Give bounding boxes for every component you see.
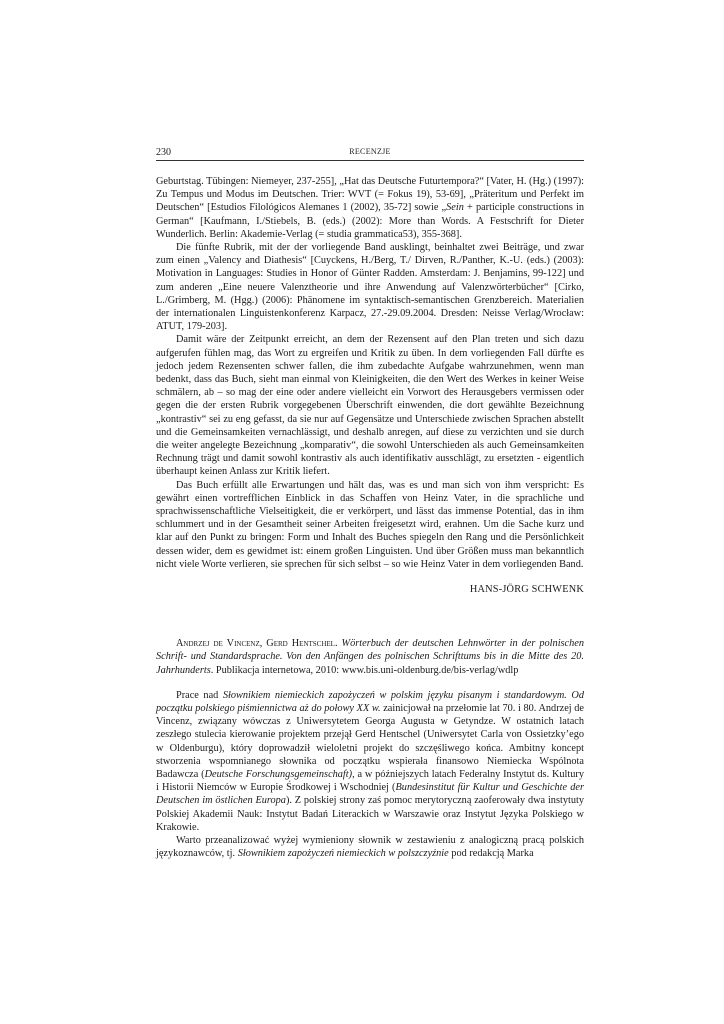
text-run: Geburtstag. Tübingen: Niemeyer, 237-255], „Hat das Deutsche Futurtempora?“ [Vater, H. (Hg.) (1997): Zu Tempus und Modus im Deutschen. Trier: WVT (= Fokus 19), 53-69], „Präteritum und Perfekt im Deutschen“ [Estudios Filológicos Alemanes 1 (2002), 35-72] sowie „: [156, 176, 584, 214]
text-run: ). Z polskiej strony zaś pomoc merytoryczną zaoferowały dwa instytuty Polskiej Akademii Nauk: Instytut Badań Literackich w Warszawie oraz Instytut Języka Polskiego w Krakowie.: [156, 795, 584, 833]
italic-run: Deutsche Forschungsgemeinschaft): [204, 768, 353, 780]
review-2-bibliographic-entry: Andrzej de Vincenz, Gerd Hentschel. Wörterbuch der deutschen Lehnwörter in der polnischen Schrift- und Standardsprache. Von den Anfängen des polnischen Schrifttums bis in die Mitte des 20. Jahrhunderts. Publikacja internetowa, 2010: www.bis.uni-oldenburg.de/bis-verlag/wdlp: [156, 638, 584, 676]
text-run: + participle constructions in German“ [Kaufmann, I./Stiebels, B. (eds.) (2002): More than Words. A Festschrift for Dieter Wunderlich. Berlin: Akademie-Verlag (= studia grammatica53), 355-368].: [156, 202, 584, 240]
text-run: Prace nad: [176, 689, 223, 701]
paragraph: Die fünfte Rubrik, mit der der vorliegende Band ausklingt, beinhaltet zwei Beiträge, und zwar zum einen „Valency and Diathesis“ [Cuyckens, H./Berg, T./ Dirven, R./Panther, K.-U. (eds.) (2003): Motivation in Languages: Studies in Honor of Günter Radden. Amsterdam: J. Benjamins, 99-122] und zum anderen „Eine neuere Valenztheorie und ihre Anwendung auf Valenzwörterbücher“ [Cirko, L./Grimberg, M. (Hgg.) (2006): Phänomene im syntaktisch-semantischen Grenzbereich. Materialien der internationalen Linguistenkonferenz Karpacz, 27.-29.09.2004. Dresden: Neisse Verlag/Wrocław: ATUT, 179-203].: [156, 242, 584, 333]
italic-run: Słownikiem niemieckich zapożyczeń w polskim języku pisanym i standardowym. Od początku polskiego piśmiennictwa aż do połowy XX w.: [156, 689, 584, 714]
paragraph: [156, 834, 584, 860]
page-number: 230: [156, 147, 171, 158]
text-run: Warto przeanalizować wyżej wymieniony słownik w zestawieniu z analogiczną pracą polskich językoznawców, tj.: [156, 834, 584, 860]
paragraph: [156, 689, 584, 834]
book-title: Wörterbuch der deutschen Lehnwörter in der polnischen Schrift- und Standardsprache. Von den Anfängen des polnischen Schrifttums bis in die Mitte des 20. Jahrhunderts: [156, 638, 584, 676]
italic-run: Bundesinstitut für Kultur und Geschichte der Deutschen im östlichen Europa: [156, 782, 584, 807]
reviewer-signature: HANS-JÖRG SCHWENK: [469, 584, 584, 596]
text-run: pod redakcją Marka: [448, 848, 534, 860]
authors: Andrzej de Vincenz, Gerd Hentschel: [176, 638, 335, 650]
page: [156, 147, 584, 860]
review-2-body: [156, 689, 584, 861]
review-1-body: [156, 175, 584, 571]
text-run: , a w późniejszych latach Federalny Instytut ds. Kultury i Historii Niemców w Europie Środkowej i Wschodniej (: [156, 768, 584, 794]
running-header: [156, 147, 584, 161]
paragraph: Das Buch erfüllt alle Erwartungen und hält das, was es und man sich von ihm verspricht: Es gewährt einen vortrefflichen Einblick in das Schaffen von Heinz Vater, in die sprachliche und sprachwissenschaftliche Vielseitigkeit, die er verkörpert, und lässt das immense Potential, das in ihm schlummert und in der Gesamtheit seiner Arbeiten freigesetzt wird, erahnen. Um die Sache kurz und klar auf den Punkt zu bringen: Form und Inhalt des Buches spiegeln den Rang und die Persönlichkeit dessen wider, dem es gewidmet ist: einem großen Linguisten. Und über Größen muss man bekanntlich nicht viele Worte verlieren, sie sprechen für sich selbst – so wie Heinz Vater in dem vorliegenden Band.: [156, 479, 584, 570]
italic-run: Słownikiem zapożyczeń niemieckich w polszczyźnie: [237, 848, 449, 860]
paragraph: Damit wäre der Zeitpunkt erreicht, an dem der Rezensent auf den Plan treten und sich dazu aufgerufen fühlen mag, das Wort zu ergreifen und Kritik zu üben. In dem vorliegenden Fall dürfte es jedoch jedem Rezensenten schwer fallen, die ihm zubedachte Aufgabe wahrzunehmen, wenn man bedenkt, dass das Buch, sieht man einmal von Kleinigkeiten, die den Wert des Werkes in keiner Weise schmälern, ab – so mag der eine oder andere vielleicht ein Vorwort des Herausgebers vermissen oder gegen die der ersten Rubrik vorgegebenen Überschrift einwenden, die dort gewählte Bezeichnung „kontrastiv“ sei zu eng gefasst, da sie nur auf Gegensätze und Unterschiede zwischen Sprachen abstellt und die Gemeinsamkeiten vernachlässigt, und deshalb anregen, auf diese zu verzichten und sie durch die weiter angelegte Bezeichnung „komparativ“, die sowohl Unterschieden als auch Gemeinsamkeiten Rechnung trägt und damit sowohl kontrastiv als auch identifikativ ausschlägt, zu ersetzten - eigentlich überhaupt keinen Anlass zur Kritik liefert.: [156, 334, 584, 478]
section-title: RECENZJE: [349, 147, 391, 156]
text-run: zainicjował na przełomie lat 70. i 80. Andrzej de Vincenz, związany wówczas z Uniwersytetem Georga Augusta w Getyndze. W ostatnich latach zeszłego stulecia kierowanie projektem przejął Gerd Hentschel (Uniwersytet Carla von Ossietzky’ego w Oldenburgu), który doprowadził wieloletni projekt do szczęśliwego końca. Ambitny koncept stworzenia wspomnianego słownika od początku wspierała finansowo Niemiecka Wspólnota Badawcza (: [156, 702, 584, 780]
italic-run: Sein: [446, 202, 464, 214]
paragraph-continued: [156, 175, 584, 241]
publication-info: . Publikacja internetowa, 2010: www.bis.uni-oldenburg.de/bis-verlag/wdlp: [210, 664, 519, 676]
